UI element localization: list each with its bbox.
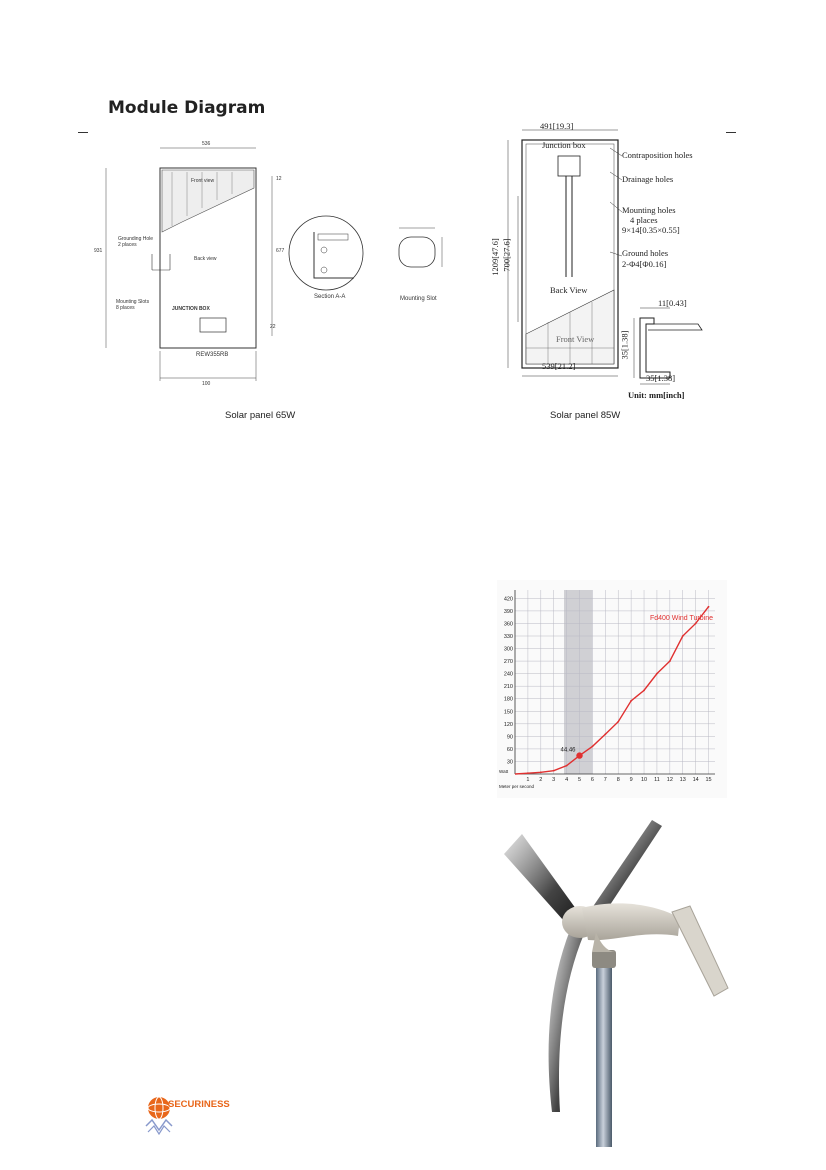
chart-x-tick-label: 1 xyxy=(526,777,530,783)
chart-x-tick-label: 14 xyxy=(692,777,699,783)
chart-data-point xyxy=(682,635,684,637)
chart-y-tick-label: 330 xyxy=(503,634,513,640)
chart-data-point xyxy=(617,721,619,723)
chart-y-tick-label: 270 xyxy=(503,659,513,666)
panel85-unit-label: Unit: mm[inch] xyxy=(628,390,685,400)
panel85-dim-35h: 35[1.38] xyxy=(646,373,676,383)
chart-x-tick-label: 2 xyxy=(539,777,543,783)
wind-power-chart xyxy=(497,580,727,798)
chart-highlight-band xyxy=(564,590,592,774)
panel85-mounting-line1: Mounting holes xyxy=(622,205,676,215)
panel85-drainage-label: Drainage holes xyxy=(622,174,674,184)
chart-y-tick-label: 390 xyxy=(503,608,513,615)
chart-data-point xyxy=(630,700,632,702)
company-logo xyxy=(142,1092,262,1140)
panel85-back-view-label: Back View xyxy=(550,285,588,295)
chart-x-axis-label: Meter per second xyxy=(499,784,535,789)
panel65-drawing xyxy=(92,136,452,396)
chart-y-tick-label: 360 xyxy=(503,621,513,628)
panel85-dim-700: 700[27.6] xyxy=(501,238,512,272)
panel65-dim-12: 12 xyxy=(276,176,282,182)
chart-x-tick-label: 13 xyxy=(679,777,686,783)
chart-x-tick-label: 15 xyxy=(705,777,712,783)
chart-title: Fd400 Wind Turbine xyxy=(649,615,713,622)
chart-x-tick-label: 4 xyxy=(565,777,569,783)
chart-data-point xyxy=(695,623,697,625)
chart-x-tick-label: 9 xyxy=(629,777,633,783)
panel85-ground-line1: Ground holes xyxy=(622,248,669,258)
chart-data-point xyxy=(527,772,529,774)
chart-data-point xyxy=(656,673,658,675)
chart-x-tick-label: 8 xyxy=(616,777,620,783)
panel65-dim-bottom: 100 xyxy=(202,381,211,387)
chart-data-point xyxy=(604,733,606,735)
panel85-ground-line2: 2-Φ4[Φ0.16] xyxy=(622,259,667,269)
chart-y-axis-label: Watt xyxy=(499,769,509,774)
panel65-diagram xyxy=(92,136,452,396)
chart-y-tick-label: 180 xyxy=(503,696,513,703)
panel85-mounting-line3: 9×14[0.35×0.55] xyxy=(622,225,680,235)
chart-y-tick-label: 120 xyxy=(503,721,513,728)
mounting-slot-label: Mounting Slot xyxy=(400,296,437,302)
chart-x-tick-label: 5 xyxy=(577,777,582,783)
chart-highlight-point xyxy=(576,752,582,758)
panel85-dim-height: 1209[47.6] xyxy=(489,238,500,276)
panel85-mounting-line2: 4 places xyxy=(630,215,658,225)
wind-turbine-drawing xyxy=(492,812,736,1147)
chart-y-tick-label: 30 xyxy=(506,759,513,766)
panel85-drawing xyxy=(498,122,730,404)
panel85-dim-bottom: 539[21.2] xyxy=(542,361,576,371)
section-aa-label: Section A-A xyxy=(314,294,346,300)
panel85-dim-35v: 35[1.38] xyxy=(619,330,630,360)
chart-x-tick-label: 12 xyxy=(666,777,673,783)
panel65-back-view-label: Back view xyxy=(194,256,217,262)
chart-x-tick-label: 6 xyxy=(590,777,594,783)
chart-data-point xyxy=(592,746,594,748)
panel85-junction-label: Junction box xyxy=(542,140,586,150)
chart-data-point xyxy=(553,770,555,772)
chart-data-point xyxy=(540,771,542,773)
page-title: Module Diagram xyxy=(108,98,266,118)
panel65-model-label: REW355RB xyxy=(196,352,229,358)
panel85-diagram xyxy=(489,121,730,404)
panel65-dim-top: 536 xyxy=(202,141,211,147)
wind-turbine-image xyxy=(492,812,736,1147)
panel65-caption: Solar panel 65W xyxy=(225,410,296,421)
company-logo-text: SECURINESS xyxy=(168,1099,230,1110)
chart-y-tick-label: 60 xyxy=(506,746,513,753)
panel65-mounting-label: Mounting Slots 8 places xyxy=(116,299,150,311)
chart-y-tick-label: 240 xyxy=(503,671,513,678)
chart-data-point xyxy=(669,660,671,662)
chart-y-tick-label: 300 xyxy=(503,646,513,653)
chart-data-point xyxy=(566,765,568,767)
chart-y-tick-label: 90 xyxy=(506,734,513,741)
chart-x-tick-label: 11 xyxy=(654,777,660,783)
panel85-front-view-label: Front View xyxy=(556,334,595,344)
corner-mark-left xyxy=(78,132,88,133)
chart-y-tick-label: 150 xyxy=(503,709,513,716)
panel65-dim-height: 931 xyxy=(94,248,103,254)
wind-power-chart-svg xyxy=(497,580,727,798)
panel65-grounding-label: Grounding Hole 2 places xyxy=(118,236,154,248)
chart-x-tick-label: 3 xyxy=(552,777,556,783)
panel65-dim-22: 22 xyxy=(270,324,276,330)
chart-x-tick-label: 7 xyxy=(603,777,607,783)
panel65-front-view-label: Front view xyxy=(191,178,215,184)
chart-data-point xyxy=(708,606,710,608)
chart-highlight-label: 44.46 xyxy=(560,747,576,754)
panel65-dim-677: 677 xyxy=(276,248,285,254)
chart-y-tick-label: 420 xyxy=(503,596,513,603)
panel85-dim-top: 491[19.3] xyxy=(540,121,574,131)
chart-data-point xyxy=(643,689,645,691)
panel85-contraposition-label: Contraposition holes xyxy=(622,150,693,160)
panel65-junction-label: JUNCTION BOX xyxy=(172,306,210,312)
panel85-caption: Solar panel 85W xyxy=(550,410,621,421)
panel85-dim-11: 11[0.43] xyxy=(658,298,687,308)
chart-x-tick-label: 10 xyxy=(640,777,648,783)
chart-y-tick-label: 210 xyxy=(503,684,513,691)
